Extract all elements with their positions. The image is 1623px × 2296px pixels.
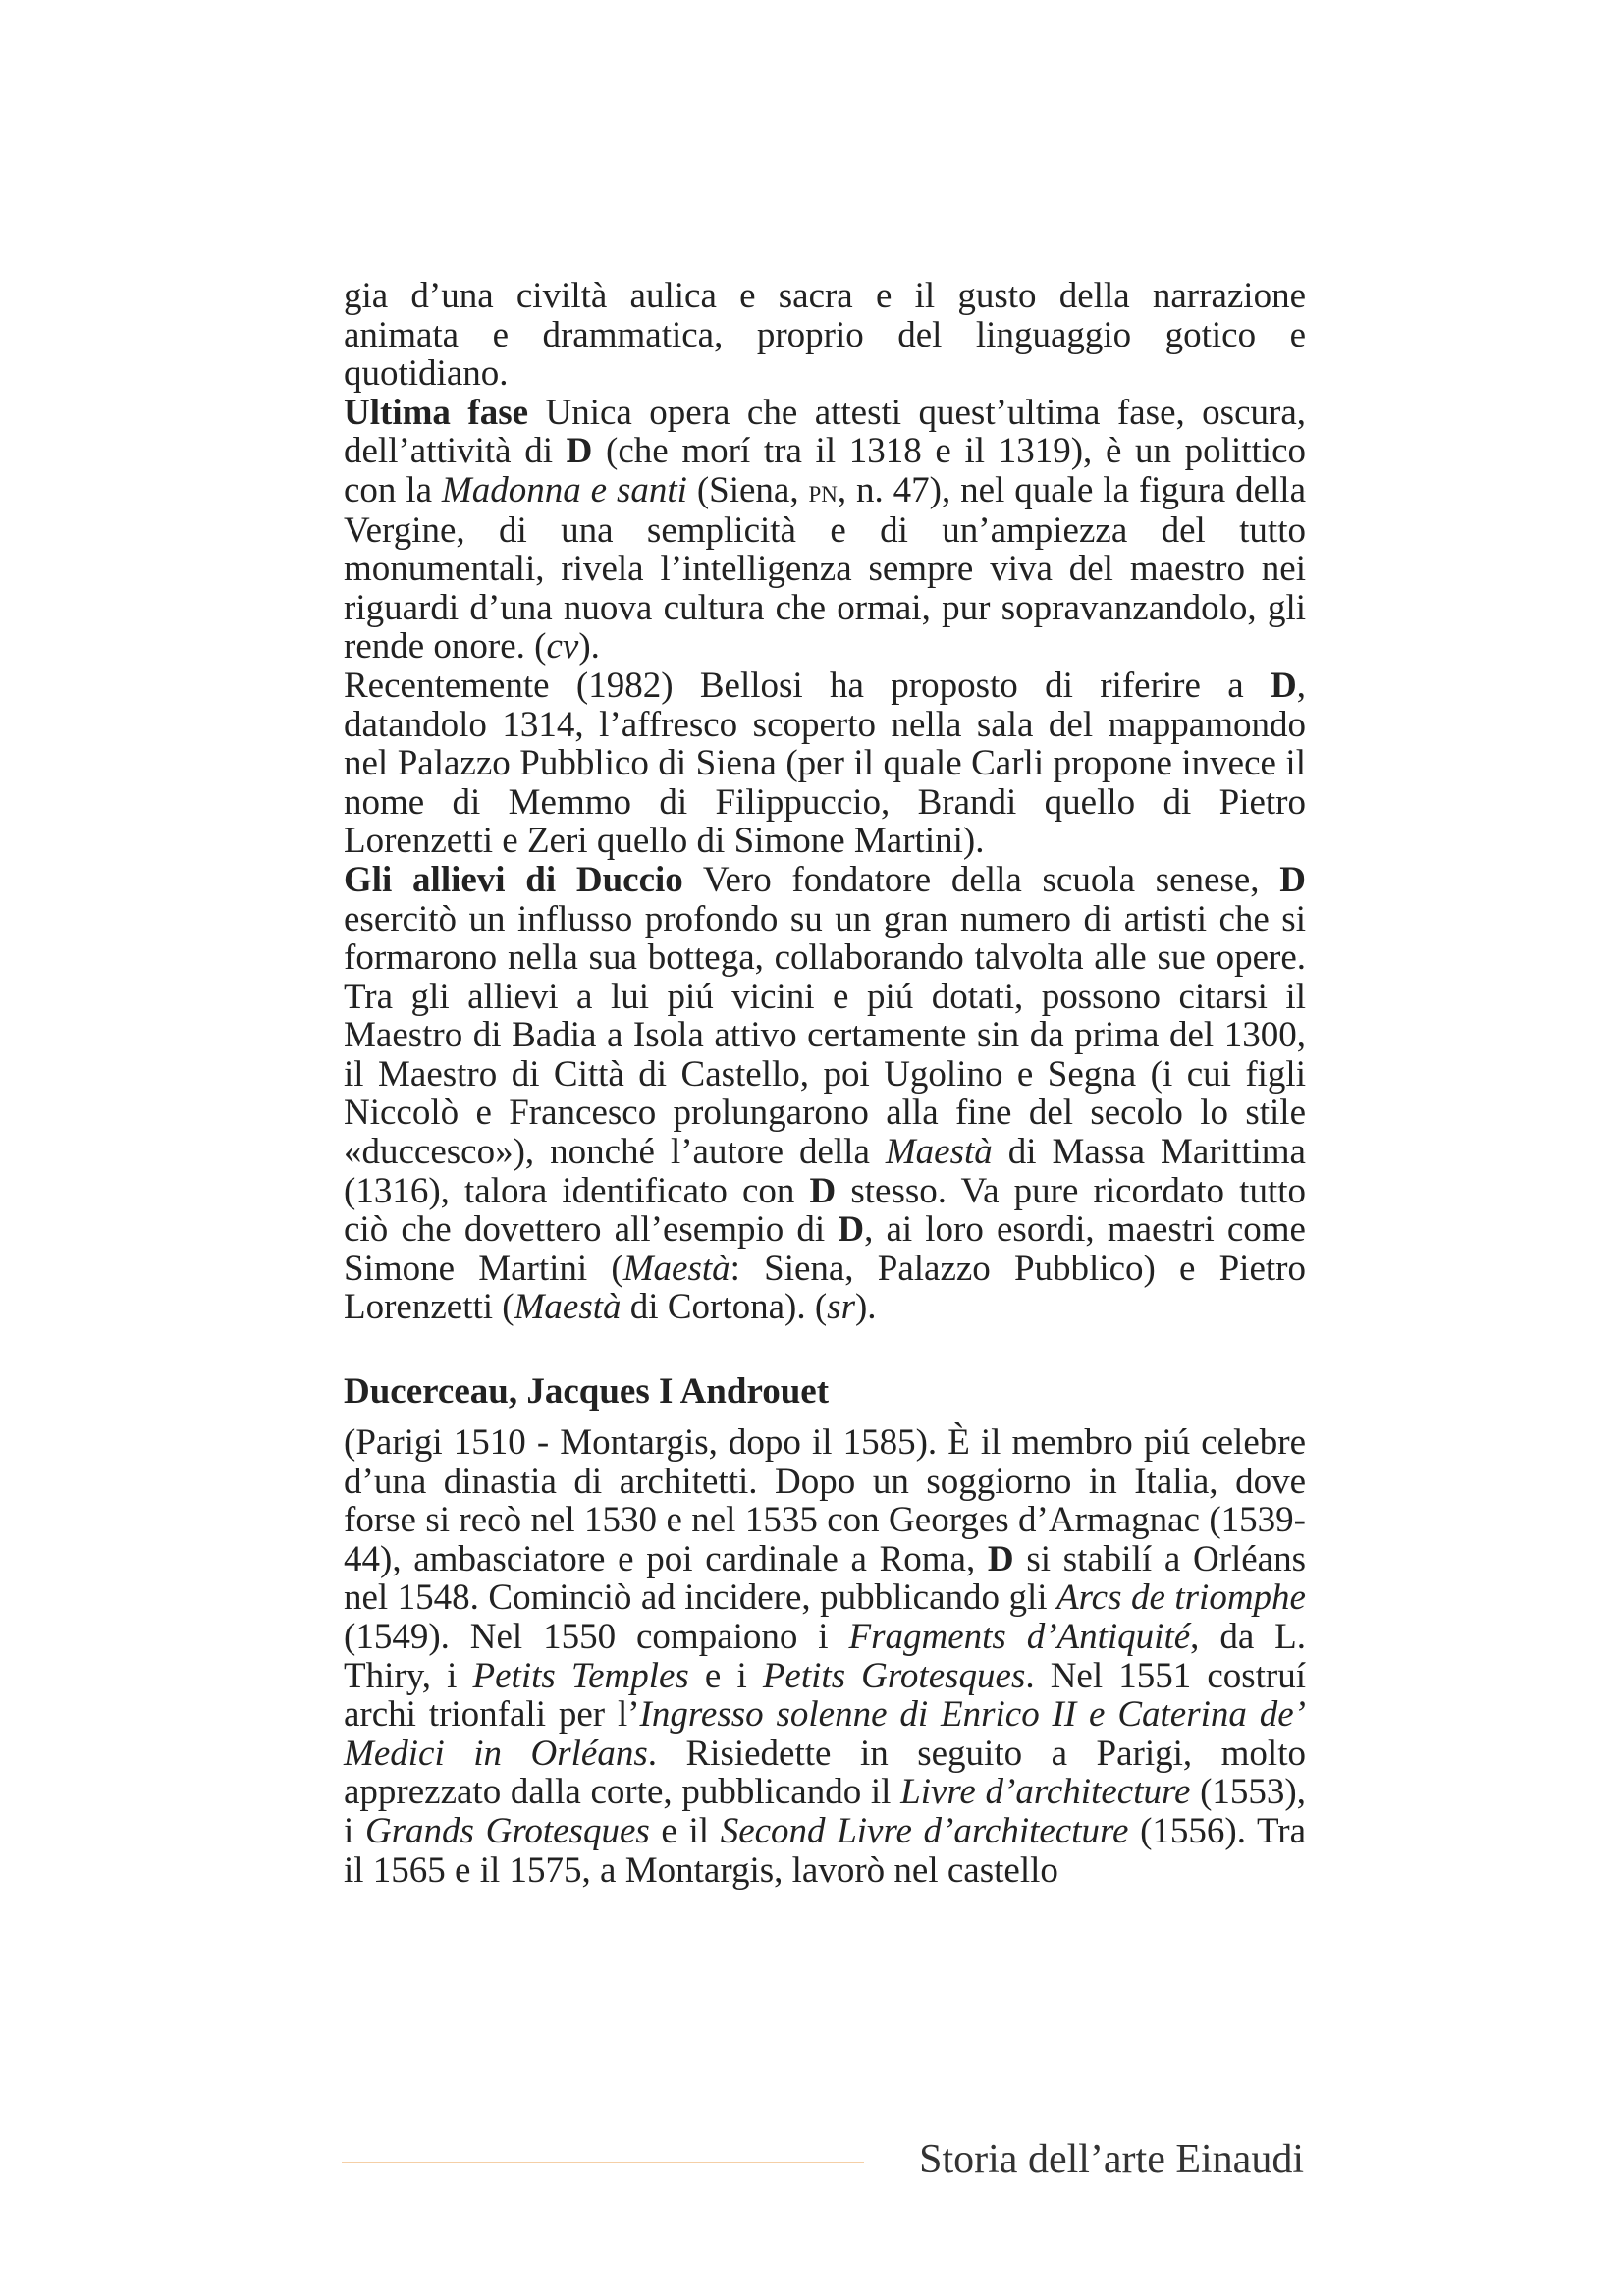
text-run: , da L. Thiry, i [344, 1617, 1306, 1696]
text-run: e i [688, 1655, 763, 1696]
italic-title: Second Livre d’architecture [720, 1810, 1129, 1851]
text-run: Unica opera che attesti quest’ultima fase, oscura, dell’attività di [344, 392, 1307, 472]
author-initials: sr [827, 1287, 855, 1328]
section-heading: Ultima fase [344, 392, 529, 433]
italic-title: Maestà [885, 1132, 993, 1173]
text-run: ). [854, 1287, 877, 1328]
italic-title: Petits Temples [472, 1655, 689, 1696]
text-run: (Parigi 1510 - Montargis, dopo il 1585). È il membro piú celebre d’una dinastia di architetti. Dopo un soggiorno in Italia, dove forse si recò nel 1530 e nel 1535 con Georges d’Armagnac (1539-44), ambasciatore e poi cardinale a Roma, [344, 1422, 1306, 1579]
text-run: ). [578, 626, 600, 667]
entry-title: Ducerceau, Jacques I Androuet [344, 1371, 830, 1413]
text-run: . Nel 1551 costruí archi trionfali per l’ [344, 1655, 1307, 1735]
text-run: si stabilí a Orléans nel 1548. Cominciò ad incidere, pubblicando gli [344, 1538, 1307, 1619]
paragraph-continuation [344, 277, 1306, 394]
text-run: (1556). Tra il 1565 e il 1575, a Montargis, lavorò nel castello [344, 1810, 1307, 1891]
text-run: : Siena, Palazzo Pubblico) e Pietro Lorenzetti ( [344, 1248, 1306, 1328]
italic-title: Livre d’architecture [900, 1772, 1191, 1813]
italic-title: Grands Grotesques [364, 1810, 650, 1851]
italic-title: Fragments d’Antiquité [848, 1617, 1191, 1657]
abbreviation-d: D [838, 1209, 865, 1251]
text-run: , n. 47), nel quale la figura della Vergine, di una semplicità e di un’ampiezza del tutto monumentali, rivela l’intelligenza sempre viva del maestro nei riguardi d’una nuova cultura che ormai, pur sopravanzandolo, gli rende onore. ( [344, 469, 1306, 667]
text-line: animata e drammatica, proprio del linguaggio gotico e [344, 314, 1306, 355]
footer-title: Storia dell’arte Einaudi [919, 2137, 1304, 2182]
paragraph-allievi [344, 861, 1306, 1327]
italic-title: Arcs de triomphe [1056, 1577, 1306, 1619]
abbreviation-d: D [1279, 859, 1306, 900]
text-line: gia d’una civiltà aulica e sacra e il gusto della narrazione [344, 276, 1306, 316]
section-heading: Gli allievi di Duccio [344, 859, 683, 900]
abbreviation-d: D [1271, 665, 1297, 706]
italic-title: Ingresso solenne di Enrico II e Caterina de’ Medici in Orléans [344, 1694, 1306, 1774]
text-run: stesso. Va pure ricordato tutto ciò che dovettero all’esempio di [344, 1170, 1307, 1251]
paragraph-ultima-fase [344, 394, 1306, 667]
paragraph-recentemente [344, 667, 1306, 861]
text-run: (1549). Nel 1550 compaiono i [344, 1617, 849, 1657]
italic-title: Maestà [514, 1287, 622, 1328]
italic-title: Madonna e santi [441, 469, 687, 510]
abbreviation-d: D [809, 1170, 837, 1211]
author-initials: cv [546, 626, 579, 667]
abbreviation-pn: pn [808, 472, 838, 509]
text-run: , datandolo 1314, l’affresco scoperto nella sala del mappamondo nel Palazzo Pubblico di Siena (per il quale Carli propone invece il nome di Memmo di Filippuccio, Brandi quello di Pietro Lorenzetti e Zeri quello di Simone Martini). [344, 665, 1306, 862]
text-run: esercitò un influsso profondo su un gran numero di artisti che si formarono nella sua bottega, collaborando talvolta alle sue opere. Tra gli allievi a lui piú vicini e piú dotati, possono citarsi il Maestro di Badia a Isola attivo certamente sin da prima del 1300, il Maestro di Città di Castello, poi Ugolino e Segna (i cui figli Niccolò e Francesco prolungarono alla fine del secolo lo stile «duccesco»), nonché l’autore della [344, 898, 1306, 1173]
text-run: , ai loro esordi, maestri come Simone Martini ( [344, 1209, 1306, 1289]
text-run: e il [649, 1810, 721, 1851]
text-run: Recentemente (1982) Bellosi ha proposto di riferire a [344, 665, 1271, 706]
text-run: (Siena, [686, 469, 809, 510]
text-run: di Cortona). ( [621, 1287, 828, 1328]
text-run: Vero fondatore della scuola senese, [682, 859, 1280, 900]
text-run: di Massa Marittima (1316), talora identificato con [344, 1132, 1306, 1211]
abbreviation-d: D [987, 1538, 1014, 1579]
page-body [344, 277, 1306, 1890]
italic-title: Maestà [622, 1248, 730, 1289]
page-footer [342, 2132, 1304, 2191]
footer-rule [342, 2162, 864, 2163]
text-run: . Risiedette in seguito a Parigi, molto apprezzato dalla corte, pubblicando il [344, 1733, 1306, 1813]
text-run: (che morí tra il 1318 e il 1319), è un polittico con la [344, 431, 1306, 510]
italic-title: Petits Grotesques [762, 1655, 1026, 1696]
text-run: (1553), i [344, 1772, 1306, 1851]
paragraph-ducerceau [344, 1423, 1306, 1890]
abbreviation-d: D [566, 431, 593, 472]
text-line: quotidiano. [344, 353, 509, 395]
